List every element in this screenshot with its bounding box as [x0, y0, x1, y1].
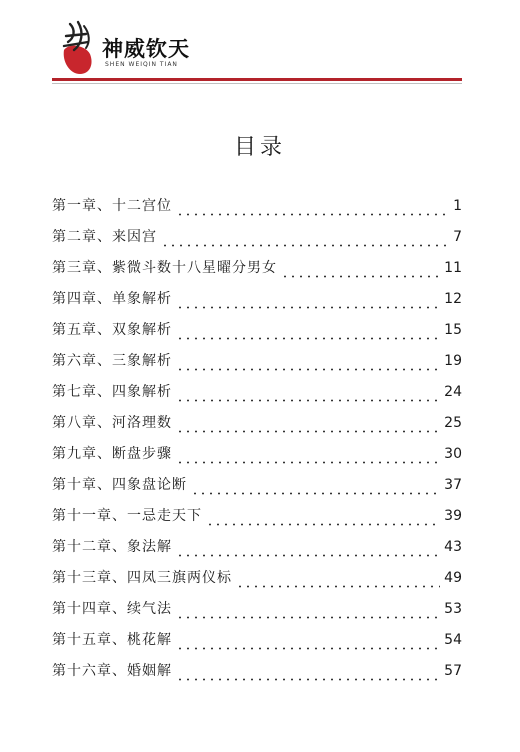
toc-entry-page-number: 53 — [444, 601, 462, 617]
toc-entry-page-number: 54 — [444, 632, 462, 648]
toc-entry-page-number: 1 — [453, 198, 462, 214]
toc-entry-label: 第十四章、续气法 — [52, 601, 172, 617]
toc-entry-label: 第一章、十二宫位 — [52, 198, 172, 214]
toc-entry[interactable] — [52, 377, 462, 408]
toc-entry[interactable] — [52, 594, 462, 625]
dot-leader — [176, 537, 440, 557]
toc-entry-page-number: 57 — [444, 663, 462, 679]
page-title: 目录 — [233, 135, 286, 160]
toc-entry-page-number: 43 — [444, 539, 462, 555]
toc-entry-page-number: 19 — [444, 353, 462, 369]
dot-leader — [191, 475, 440, 495]
dot-leader — [176, 661, 440, 681]
brand-name: 神威钦天 — [102, 37, 190, 61]
toc-entry[interactable] — [52, 532, 462, 563]
toc-entry-label: 第十一章、一忌走天下 — [52, 508, 202, 524]
seal-logo-icon — [56, 20, 96, 76]
toc-entry-label: 第六章、三象解析 — [52, 353, 172, 369]
dot-leader — [236, 568, 440, 588]
toc-entry[interactable] — [52, 346, 462, 377]
header-rule — [52, 78, 462, 81]
dot-leader — [176, 289, 440, 309]
toc-entry-page-number: 30 — [444, 446, 462, 462]
header-rule-thin — [52, 83, 462, 84]
dot-leader — [206, 506, 440, 526]
toc-entry-label: 第十三章、四凤三旗两仪标 — [52, 570, 232, 586]
document-header — [52, 20, 462, 82]
dot-leader — [176, 351, 440, 371]
toc-entry[interactable] — [52, 563, 462, 594]
toc-entry[interactable] — [52, 625, 462, 656]
table-of-contents — [52, 191, 462, 687]
toc-entry-label: 第二章、来因宫 — [52, 229, 157, 245]
toc-entry-page-number: 12 — [444, 291, 462, 307]
toc-entry-label: 第八章、河洛理数 — [52, 415, 172, 431]
dot-leader — [281, 258, 440, 278]
toc-entry[interactable] — [52, 470, 462, 501]
toc-entry-label: 第十五章、桃花解 — [52, 632, 172, 648]
toc-entry-page-number: 11 — [444, 260, 462, 276]
toc-entry-label: 第十六章、婚姻解 — [52, 663, 172, 679]
toc-entry-label: 第四章、单象解析 — [52, 291, 172, 307]
toc-entry-page-number: 24 — [444, 384, 462, 400]
toc-entry-page-number: 49 — [444, 570, 462, 586]
toc-entry-label: 第五章、双象解析 — [52, 322, 172, 338]
toc-entry-label: 第九章、断盘步骤 — [52, 446, 172, 462]
toc-entry-page-number: 15 — [444, 322, 462, 338]
dot-leader — [176, 630, 440, 650]
brand-name-latin: SHEN WEIQIN TIAN — [105, 61, 178, 68]
dot-leader — [161, 227, 448, 247]
dot-leader — [176, 382, 440, 402]
toc-entry[interactable] — [52, 315, 462, 346]
toc-entry-page-number: 39 — [444, 508, 462, 524]
toc-entry[interactable] — [52, 501, 462, 532]
toc-entry[interactable] — [52, 408, 462, 439]
dot-leader — [176, 599, 440, 619]
toc-entry-page-number: 37 — [444, 477, 462, 493]
dot-leader — [176, 196, 448, 216]
toc-entry[interactable] — [52, 284, 462, 315]
toc-entry-page-number: 7 — [453, 229, 462, 245]
toc-entry-label: 第三章、紫微斗数十八星曜分男女 — [52, 260, 277, 276]
dot-leader — [176, 444, 440, 464]
toc-entry[interactable] — [52, 191, 462, 222]
toc-entry-page-number: 25 — [444, 415, 462, 431]
toc-entry[interactable] — [52, 656, 462, 687]
dot-leader — [176, 320, 440, 340]
dot-leader — [176, 413, 440, 433]
toc-entry[interactable] — [52, 253, 462, 284]
toc-entry-label: 第十章、四象盘论断 — [52, 477, 187, 493]
toc-entry-label: 第十二章、象法解 — [52, 539, 172, 555]
toc-entry[interactable] — [52, 439, 462, 470]
toc-entry[interactable] — [52, 222, 462, 253]
toc-entry-label: 第七章、四象解析 — [52, 384, 172, 400]
